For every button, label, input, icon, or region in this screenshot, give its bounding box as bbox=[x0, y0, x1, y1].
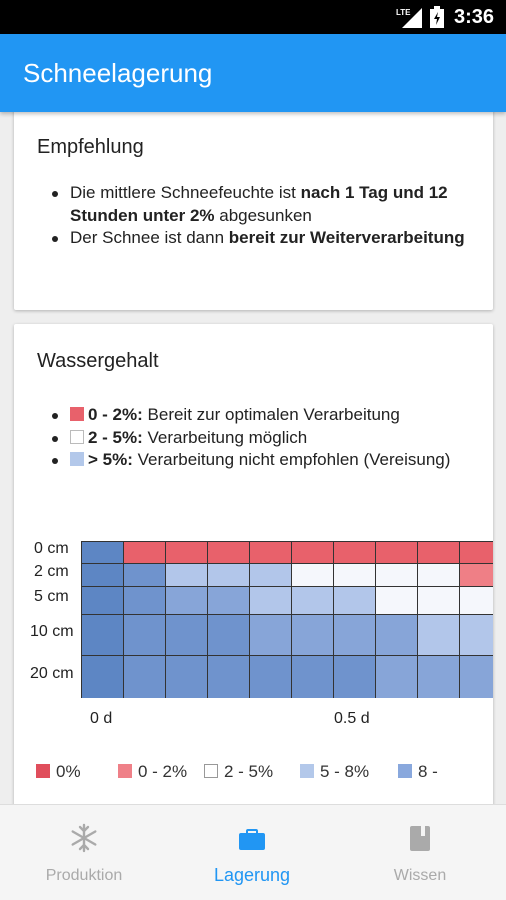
depth-label: 10 cm bbox=[30, 623, 74, 640]
heatmap-cell bbox=[333, 541, 376, 564]
time-axis-label: 0 d bbox=[90, 710, 113, 727]
heatmap-cell bbox=[81, 614, 124, 656]
legend-item: 2 - 5% bbox=[204, 762, 273, 782]
legend-item: 5 - 8% bbox=[300, 762, 369, 782]
nav-label: Wissen bbox=[393, 867, 447, 884]
heatmap-cell bbox=[207, 541, 250, 564]
heatmap-cell bbox=[333, 655, 376, 698]
heatmap-cell bbox=[417, 655, 460, 698]
heatmap-cell bbox=[165, 614, 208, 656]
heatmap-cell bbox=[291, 614, 334, 656]
recommendation-heading: Empfehlung bbox=[37, 136, 144, 158]
legend-item: 0% bbox=[36, 762, 81, 782]
heatmap-cell bbox=[417, 541, 460, 564]
nav-label: Lagerung bbox=[213, 865, 291, 885]
heatmap-cell bbox=[81, 563, 124, 587]
heatmap-cell bbox=[165, 563, 208, 587]
water-content-list bbox=[52, 404, 482, 472]
list-item: 2 - 5%: Verarbeitung möglich bbox=[52, 427, 482, 450]
heatmap-cell bbox=[333, 563, 376, 587]
heatmap-cell bbox=[417, 563, 460, 587]
heatmap-cell bbox=[81, 541, 124, 564]
heatmap-cell bbox=[459, 563, 493, 587]
heatmap-cell bbox=[165, 586, 208, 615]
heatmap-cell bbox=[291, 586, 334, 615]
heatmap-cell bbox=[375, 614, 418, 656]
heatmap-cell bbox=[291, 541, 334, 564]
main-content[interactable] bbox=[0, 112, 506, 804]
heatmap-cell bbox=[417, 614, 460, 656]
heatmap-legend bbox=[36, 762, 496, 786]
heatmap-cell bbox=[417, 586, 460, 615]
nav-item-produktion[interactable] bbox=[0, 805, 168, 900]
heatmap-cell bbox=[207, 655, 250, 698]
heatmap-cell bbox=[375, 541, 418, 564]
heatmap-cell bbox=[249, 563, 292, 587]
depth-label: 5 cm bbox=[34, 588, 69, 605]
recommendation-card bbox=[14, 112, 493, 310]
network-type: LTE bbox=[396, 8, 411, 17]
depth-label: 0 cm bbox=[34, 540, 69, 557]
heatmap-cell bbox=[375, 563, 418, 587]
water-content-card bbox=[14, 324, 493, 804]
heatmap-cell bbox=[459, 541, 493, 564]
heatmap-cell bbox=[123, 541, 166, 564]
heatmap-cell bbox=[123, 655, 166, 698]
heatmap-cell bbox=[207, 586, 250, 615]
heatmap-cell bbox=[123, 586, 166, 615]
depth-label: 2 cm bbox=[34, 563, 69, 580]
status-bar bbox=[0, 0, 506, 34]
bottom-navigation bbox=[0, 804, 506, 900]
heatmap-cell bbox=[123, 563, 166, 587]
briefcase-icon bbox=[237, 823, 267, 853]
list-item: > 5%: Verarbeitung nicht empfohlen (Vereisung) bbox=[52, 449, 482, 472]
heatmap-cell bbox=[459, 614, 493, 656]
moisture-heatmap bbox=[81, 541, 493, 698]
heatmap-cell bbox=[249, 614, 292, 656]
heatmap-cell bbox=[375, 655, 418, 698]
white-swatch bbox=[70, 430, 84, 444]
heatmap-cell bbox=[249, 586, 292, 615]
heatmap-cell bbox=[81, 586, 124, 615]
heatmap-cell bbox=[291, 655, 334, 698]
heatmap-cell bbox=[375, 586, 418, 615]
heatmap-cell bbox=[291, 563, 334, 587]
heatmap-cell bbox=[207, 563, 250, 587]
heatmap-cell bbox=[165, 541, 208, 564]
nav-item-lagerung[interactable] bbox=[168, 805, 336, 900]
page-title: Schneelagerung bbox=[23, 58, 213, 88]
blue-swatch bbox=[70, 452, 84, 466]
heatmap-cell bbox=[333, 586, 376, 615]
list-item: 0 - 2%: Bereit zur optimalen Verarbeitung bbox=[52, 404, 482, 427]
nav-item-wissen[interactable] bbox=[336, 805, 504, 900]
legend-item: 8 - bbox=[398, 762, 438, 782]
list-item: Der Schnee ist dann bereit zur Weiterverarbeitung bbox=[52, 227, 482, 250]
depth-label: 20 cm bbox=[30, 665, 74, 682]
heatmap-cell bbox=[249, 655, 292, 698]
heatmap-cell bbox=[249, 541, 292, 564]
heatmap-cell bbox=[207, 614, 250, 656]
heatmap-cell bbox=[123, 614, 166, 656]
heatmap-cell bbox=[459, 655, 493, 698]
heatmap-cell bbox=[459, 586, 493, 615]
heatmap-cell bbox=[81, 655, 124, 698]
nav-label: Produktion bbox=[45, 867, 123, 884]
list-item: Die mittlere Schneefeuchte ist nach 1 Tag und 12 Stunden unter 2% abgesunken bbox=[52, 182, 482, 227]
heatmap-cell bbox=[165, 655, 208, 698]
recommendation-list bbox=[52, 182, 482, 250]
time-axis-label: 0.5 d bbox=[334, 710, 370, 727]
book-icon bbox=[405, 823, 435, 853]
battery-icon bbox=[430, 6, 444, 28]
app-bar bbox=[0, 34, 506, 112]
red-swatch bbox=[70, 407, 84, 421]
water-content-heading: Wassergehalt bbox=[37, 350, 159, 372]
legend-item: 0 - 2% bbox=[118, 762, 187, 782]
snowflake-icon bbox=[69, 823, 99, 853]
heatmap-cell bbox=[333, 614, 376, 656]
clock: 3:36 bbox=[453, 6, 494, 28]
